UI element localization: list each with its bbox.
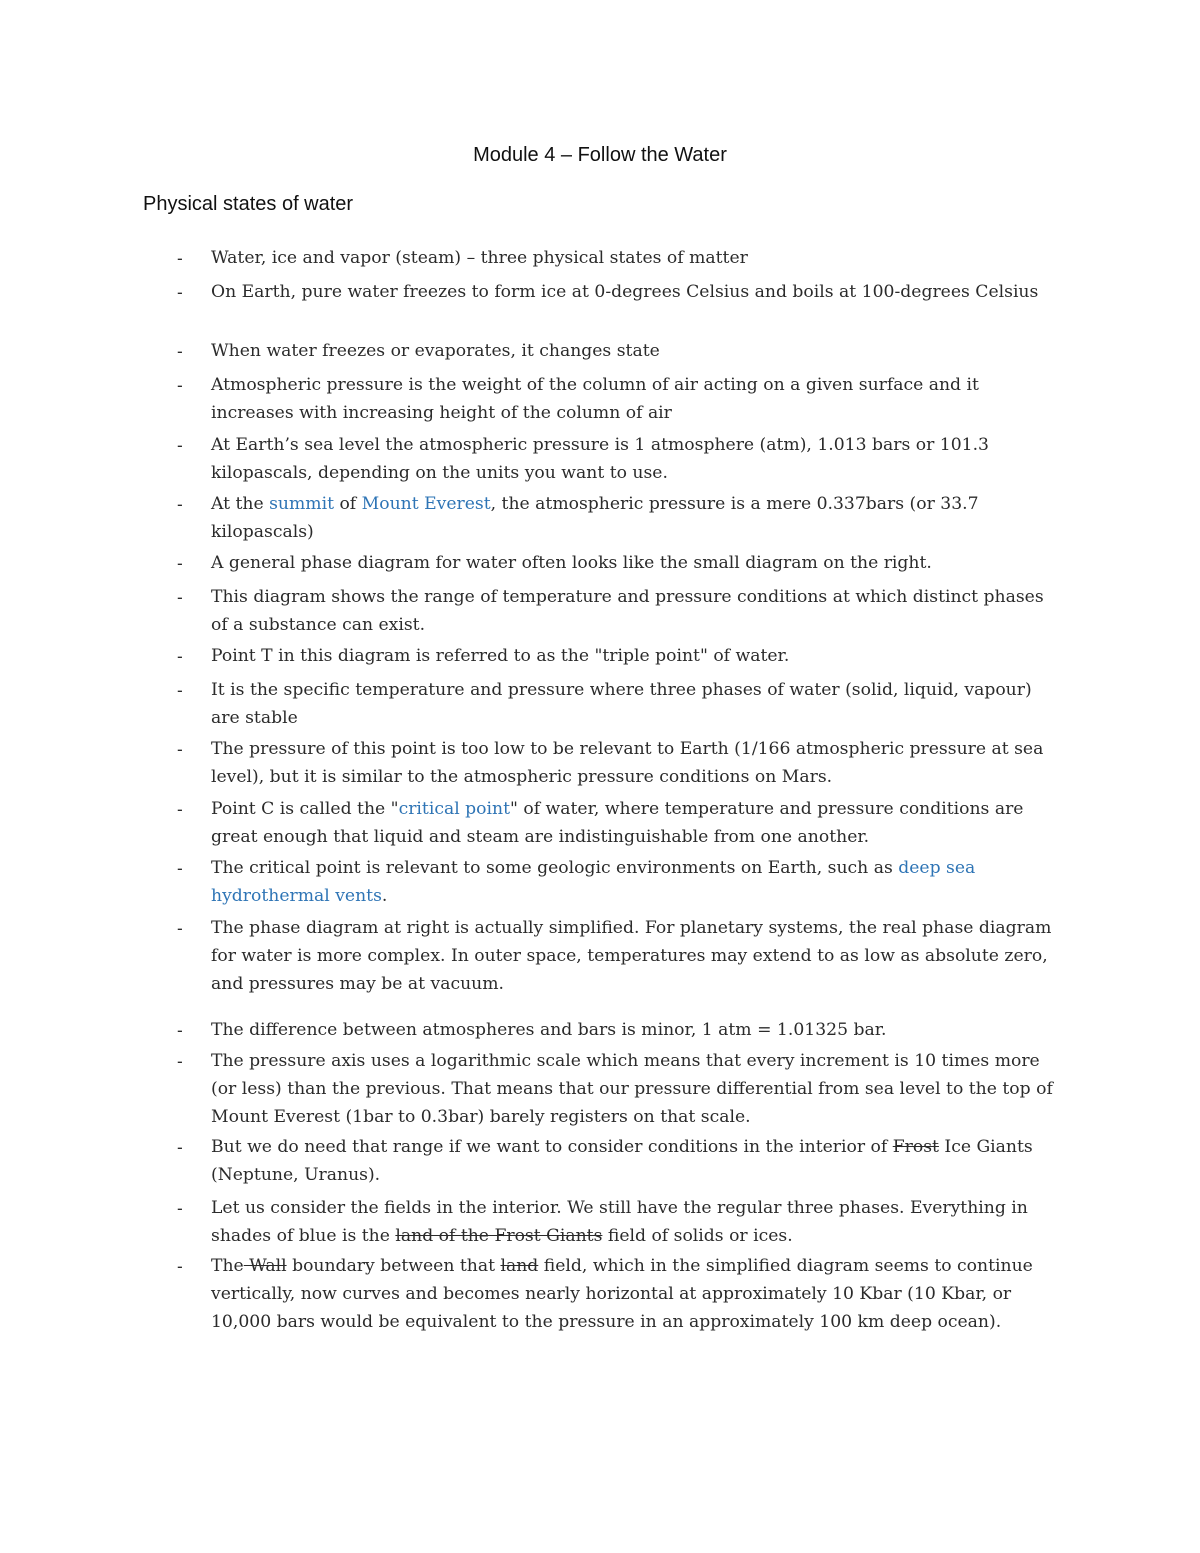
list-item: - When water freezes or evaporates, it changes state: [211, 337, 1061, 365]
struck-text: Frost: [892, 1137, 939, 1157]
critical-point-link[interactable]: critical point: [398, 799, 510, 819]
bullet-dash: -: [177, 1020, 183, 1040]
bullet-dash: -: [177, 553, 183, 573]
bullet-dash: -: [177, 435, 183, 455]
bullet-dash: -: [177, 680, 183, 700]
list-item: - At Earth’s sea level the atmospheric pressure is 1 atmosphere (atm), 1.013 bars or 101.3 kilopascals, depending on the units you want to use.: [211, 431, 1061, 487]
bullet-dash: -: [177, 341, 183, 361]
list-item: - The difference between atmospheres and bars is minor, 1 atm = 1.01325 bar.: [211, 1016, 1061, 1044]
list-item: - It is the specific temperature and pressure where three phases of water (solid, liquid, vapour) are stable: [211, 676, 1061, 732]
list-item: - Point T in this diagram is referred to as the "triple point" of water.: [211, 642, 1061, 670]
struck-text: land: [500, 1256, 539, 1276]
list-item: - The pressure of this point is too low to be relevant to Earth (1/166 atmospheric pressure at sea level), but it is similar to the atmospheric pressure conditions on Mars.: [211, 735, 1061, 791]
hydrothermal-vents-link[interactable]: deep sea hydrothermal vents: [211, 858, 976, 906]
bullet-dash: -: [177, 248, 183, 268]
bullet-dash: -: [177, 375, 183, 395]
bullet-dash: -: [177, 1051, 183, 1071]
list-item: - Point C is called the "critical point" of water, where temperature and pressure conditions are great enough that liquid and steam are indistinguishable from one another.: [211, 795, 1061, 851]
list-item: - A general phase diagram for water often looks like the small diagram on the right.: [211, 549, 1061, 577]
bullet-dash: -: [177, 858, 183, 878]
bullet-dash: -: [177, 1198, 183, 1218]
bullet-dash: -: [177, 1137, 183, 1157]
list-item: - Atmospheric pressure is the weight of the column of air acting on a given surface and it increases with increasing height of the column of air: [211, 371, 1061, 427]
page-title: Module 4 – Follow the Water: [473, 144, 727, 166]
list-item: - The critical point is relevant to some geologic environments on Earth, such as deep sea hydrothermal vents.: [211, 854, 1061, 910]
bullet-dash: -: [177, 587, 183, 607]
summit-link[interactable]: summit: [269, 494, 334, 514]
bullet-dash: -: [177, 739, 183, 759]
bullet-dash: -: [177, 646, 183, 666]
list-item: - But we do need that range if we want to consider conditions in the interior of Frost Ice Giants (Neptune, Uranus).: [211, 1133, 1061, 1189]
section-heading: Physical states of water: [143, 193, 354, 215]
struck-text: Wall: [243, 1256, 287, 1276]
list-item: - Let us consider the fields in the interior. We still have the regular three phases. Everything in shades of blue is the land of the Frost Giants field of solids or ices.: [211, 1194, 1061, 1250]
list-item: - The Wall boundary between that land field, which in the simplified diagram seems to continue vertically, now curves and becomes nearly horizontal at approximately 10 Kbar (10 Kbar, or 10,000 bars would be equivalent to the pressure in an approximately 100 km deep ocean).: [211, 1252, 1061, 1336]
list-item: - At the summit of Mount Everest, the atmospheric pressure is a mere 0.337bars (or 33.7 kilopascals): [211, 490, 1061, 546]
list-item: - Water, ice and vapor (steam) – three physical states of matter: [211, 244, 1061, 272]
bullet-dash: -: [177, 494, 183, 514]
bullet-dash: -: [177, 918, 183, 938]
mount-everest-link[interactable]: Mount Everest: [361, 494, 491, 514]
bullet-dash: -: [177, 799, 183, 819]
list-item: - This diagram shows the range of temperature and pressure conditions at which distinct phases of a substance can exist.: [211, 583, 1061, 639]
bullet-dash: -: [177, 1256, 183, 1276]
list-item: - The pressure axis uses a logarithmic scale which means that every increment is 10 times more (or less) than the previous. That means that our pressure differential from sea level to the top of Mount Everest (1bar to 0.3bar) barely registers on that scale.: [211, 1047, 1061, 1131]
list-item: - On Earth, pure water freezes to form ice at 0-degrees Celsius and boils at 100-degrees Celsius: [211, 278, 1061, 306]
bullet-dash: -: [177, 282, 183, 302]
list-item: - The phase diagram at right is actually simplified. For planetary systems, the real phase diagram for water is more complex. In outer space, temperatures may extend to as low as absolute zero, and pressures may be at vacuum.: [211, 914, 1061, 998]
struck-text: land of the Frost Giants: [395, 1226, 603, 1246]
